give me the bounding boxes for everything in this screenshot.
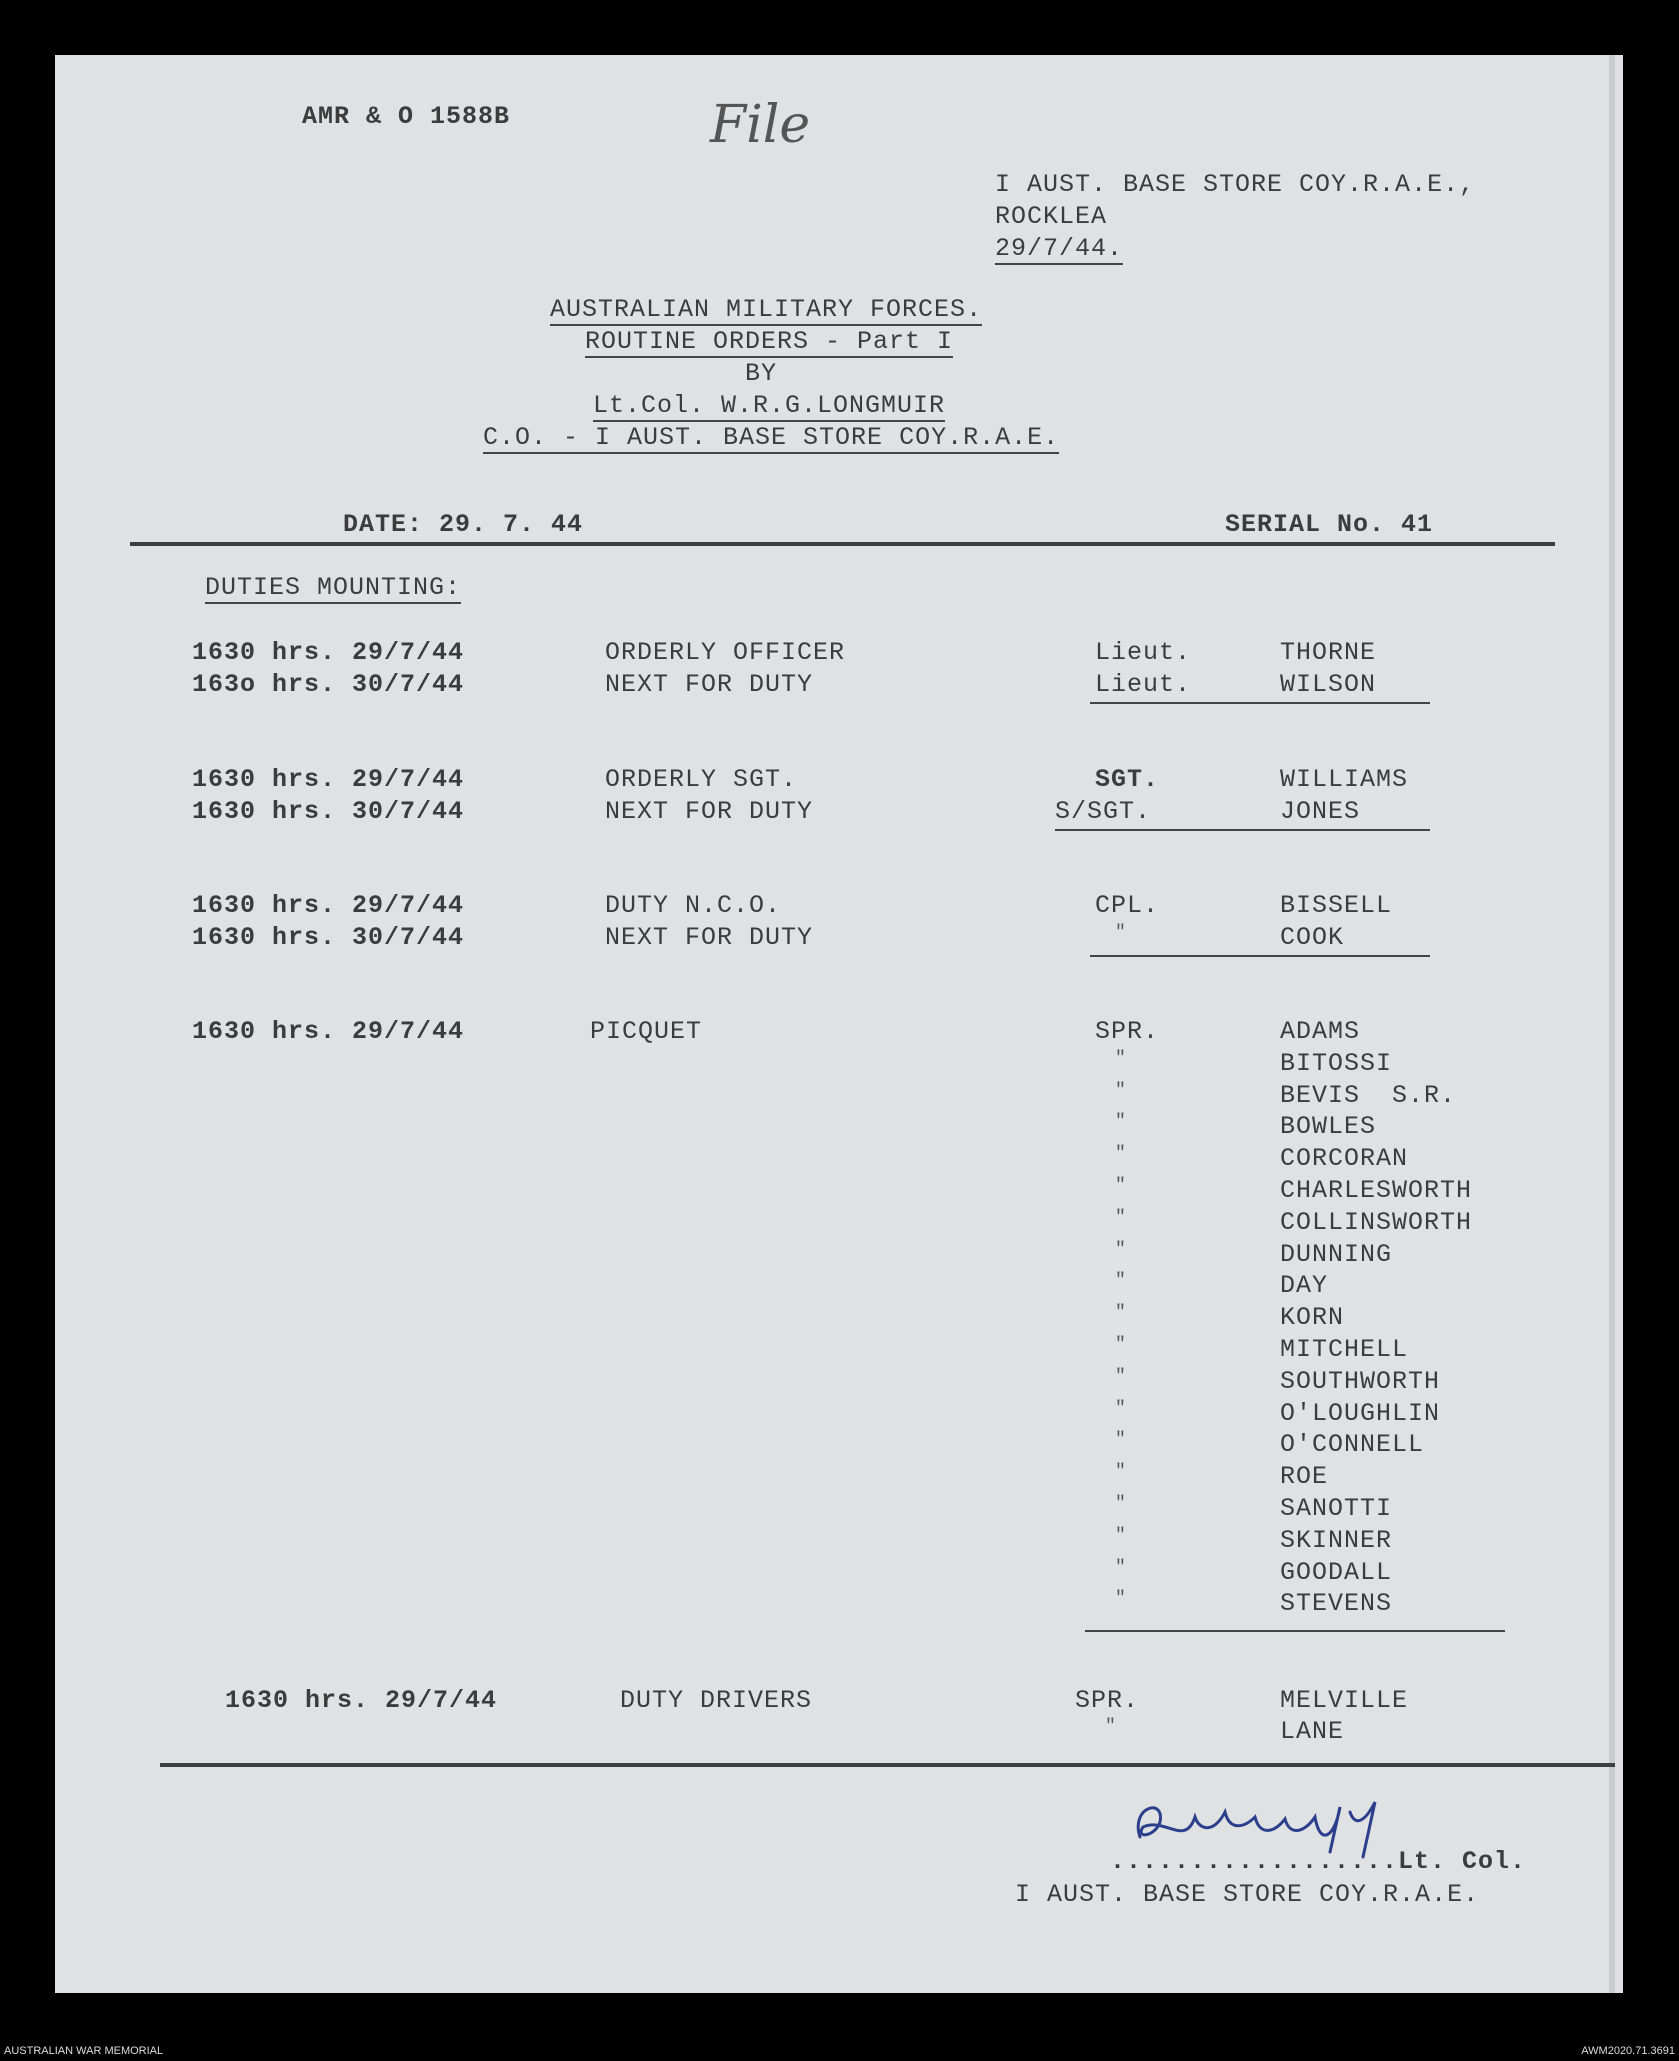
roster-name: O'CONNELL	[1280, 1430, 1425, 1460]
bottom-rule	[160, 1763, 1615, 1767]
document-page	[55, 55, 1623, 1993]
duty-rank: SPR.	[1075, 1686, 1140, 1715]
serial-label: SERIAL No. 41	[1225, 510, 1434, 539]
ditto-mark: "	[1115, 1462, 1126, 1483]
roster-name: MELVILLE	[1280, 1686, 1409, 1715]
roster-name: CORCORAN	[1280, 1144, 1409, 1174]
roster-name: DAY	[1280, 1271, 1329, 1301]
duty-name: ORDERLY SGT.	[605, 765, 798, 794]
ditto-mark: "	[1115, 1207, 1126, 1228]
roster-name: STEVENS	[1280, 1589, 1393, 1619]
heading-commander: Lt.Col. W.R.G.LONGMUIR	[593, 391, 946, 420]
heading-routine-orders: ROUTINE ORDERS - Part I	[585, 327, 954, 356]
top-rule	[130, 542, 1555, 546]
page-edge	[1609, 55, 1615, 1993]
duty-time: 163o hrs. 30/7/44	[192, 670, 465, 699]
ditto-mark: "	[1115, 1144, 1126, 1165]
roster-name: DUNNING	[1280, 1239, 1393, 1269]
signature-unit: I AUST. BASE STORE COY.R.A.E.	[1015, 1880, 1480, 1909]
ditto-mark: "	[1115, 1080, 1126, 1101]
heading-co: C.O. - I AUST. BASE STORE COY.R.A.E.	[483, 423, 1060, 452]
ditto-mark: "	[1115, 1366, 1126, 1387]
roster-name: ROE	[1280, 1462, 1329, 1492]
duty-person: THORNE	[1280, 638, 1377, 667]
roster-name: SKINNER	[1280, 1525, 1393, 1555]
duty-name: ORDERLY OFFICER	[605, 638, 846, 667]
section-title: DUTIES MOUNTING:	[205, 573, 462, 602]
ditto-mark: "	[1115, 1494, 1126, 1514]
ditto-mark: "	[1115, 1525, 1126, 1546]
roster-name: SANOTTI	[1280, 1494, 1393, 1523]
ditto-mark: "	[1115, 1589, 1126, 1610]
footer-left: AUSTRALIAN WAR MEMORIAL	[4, 2045, 164, 2057]
group-rule	[1055, 829, 1430, 831]
duty-name: PICQUET	[590, 1017, 703, 1046]
roster-name: SOUTHWORTH	[1280, 1366, 1441, 1396]
roster-name: O'LOUGHLIN	[1280, 1398, 1441, 1428]
group-rule	[1090, 955, 1430, 957]
duty-name: DUTY DRIVERS	[620, 1686, 813, 1715]
duty-time: 1630 hrs. 29/7/44	[192, 765, 465, 794]
duty-name: NEXT FOR DUTY	[605, 670, 814, 699]
ditto-mark: "	[1115, 1430, 1126, 1451]
roster-name: GOODALL	[1280, 1557, 1393, 1587]
ditto-mark: "	[1105, 1717, 1116, 1737]
heading-amf: AUSTRALIAN MILITARY FORCES.	[550, 295, 983, 324]
duty-time: 1630 hrs. 29/7/44	[192, 891, 465, 920]
duty-time: 1630 hrs. 29/7/44	[225, 1686, 498, 1715]
duty-person: COOK	[1280, 923, 1345, 952]
ditto-mark: "	[1115, 1176, 1126, 1196]
duty-rank: Lieut.	[1095, 670, 1192, 699]
heading-by: BY	[745, 359, 778, 388]
roster-name: BEVIS S.R.	[1280, 1080, 1457, 1110]
roster-name: MITCHELL	[1280, 1335, 1409, 1364]
file-reference: AMR & O 1588B	[302, 102, 511, 131]
footer-right: AWM2020.71.3691	[1581, 2045, 1675, 2057]
unit-header-date: 29/7/44.	[995, 234, 1124, 263]
duty-name: DUTY N.C.O.	[605, 891, 782, 920]
duty-time: 1630 hrs. 29/7/44	[192, 638, 465, 667]
duty-time: 1630 hrs. 30/7/44	[192, 797, 465, 826]
roster-name: LANE	[1280, 1717, 1345, 1746]
handwritten-file-note: File	[710, 95, 811, 155]
roster-name: BOWLES	[1280, 1112, 1377, 1142]
duty-rank: SGT.	[1095, 765, 1160, 794]
ditto-mark: "	[1115, 1398, 1126, 1419]
duty-rank: Lieut.	[1095, 638, 1192, 667]
duty-person: BISSELL	[1280, 891, 1393, 920]
duty-person: WILSON	[1280, 670, 1377, 699]
duty-name: NEXT FOR DUTY	[605, 923, 814, 952]
ditto-mark: "	[1115, 1303, 1126, 1324]
ditto-mark: "	[1115, 1112, 1126, 1133]
duty-name: NEXT FOR DUTY	[605, 797, 814, 826]
ditto-mark: "	[1115, 1239, 1126, 1260]
duty-person: JONES	[1280, 797, 1361, 826]
roster-name: ADAMS	[1280, 1017, 1361, 1046]
ditto-mark: "	[1115, 1335, 1126, 1355]
signature-line: ..................Lt. Col.	[1110, 1847, 1527, 1876]
duty-person: WILLIAMS	[1280, 765, 1409, 794]
ditto-mark: "	[1115, 1048, 1126, 1069]
duty-rank: SPR.	[1095, 1017, 1160, 1046]
unit-header-line1: I AUST. BASE STORE COY.R.A.E.,	[995, 170, 1476, 199]
roster-name: KORN	[1280, 1303, 1345, 1333]
roster-name: BITOSSI	[1280, 1048, 1393, 1078]
group-rule	[1090, 702, 1430, 704]
duty-time: 1630 hrs. 30/7/44	[192, 923, 465, 952]
duty-rank: S/SGT.	[1055, 797, 1152, 826]
group-rule	[1085, 1630, 1505, 1632]
roster-name: COLLINSWORTH	[1280, 1207, 1473, 1237]
ditto-mark: "	[1115, 1271, 1126, 1292]
duty-time: 1630 hrs. 29/7/44	[192, 1017, 465, 1046]
ditto-mark: "	[1115, 1557, 1126, 1578]
ditto-mark: "	[1115, 923, 1126, 943]
roster-name: CHARLESWORTH	[1280, 1176, 1473, 1205]
date-label: DATE: 29. 7. 44	[343, 510, 584, 539]
unit-header-line2: ROCKLEA	[995, 202, 1108, 231]
duty-rank: CPL.	[1095, 891, 1160, 920]
